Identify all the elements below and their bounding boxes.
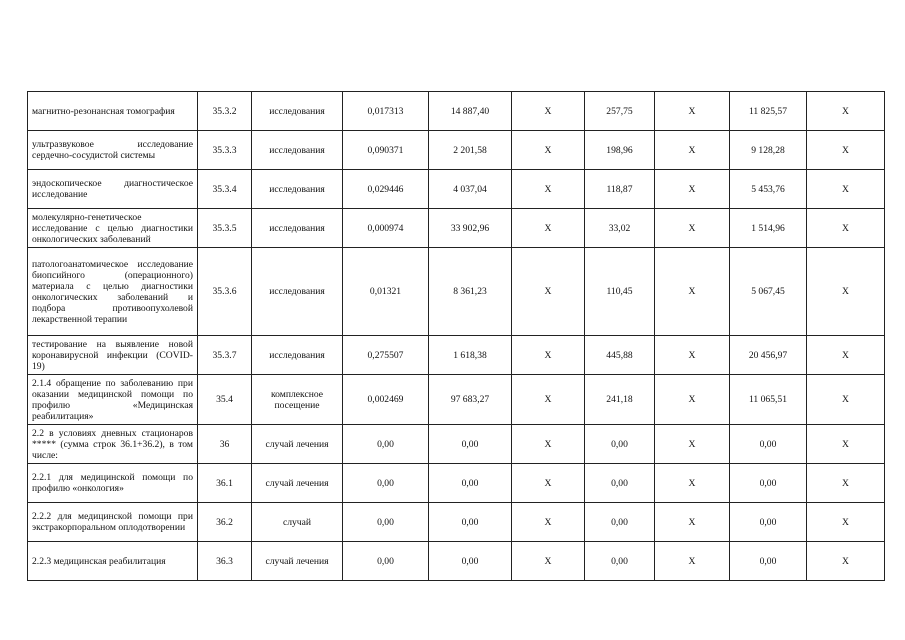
row-col8-cell: Х [655, 542, 730, 581]
table-row [28, 248, 885, 336]
row-col7-cell: 0,00 [585, 464, 655, 503]
row-col10-cell: Х [807, 464, 885, 503]
row-cost-cell: 1 618,38 [429, 336, 512, 375]
row-col8-cell: Х [655, 92, 730, 131]
row-col7-cell: 33,02 [585, 209, 655, 248]
row-code-cell: 35.3.5 [198, 209, 252, 248]
table-row [28, 336, 885, 375]
row-col9-cell: 5 453,76 [730, 170, 807, 209]
row-code-cell: 35.3.6 [198, 248, 252, 336]
row-norm-cell: 0,00 [343, 464, 429, 503]
row-col9-cell: 11 825,57 [730, 92, 807, 131]
row-col9-cell: 0,00 [730, 542, 807, 581]
row-code-cell: 36.3 [198, 542, 252, 581]
row-col6-cell: Х [512, 503, 585, 542]
row-norm-cell: 0,000974 [343, 209, 429, 248]
table-row [28, 464, 885, 503]
row-col8-cell: Х [655, 336, 730, 375]
row-col6-cell: Х [512, 542, 585, 581]
row-norm-cell: 0,002469 [343, 375, 429, 425]
table-row [28, 542, 885, 581]
table-row [28, 503, 885, 542]
row-code-cell: 35.4 [198, 375, 252, 425]
row-name-cell: 2.2.3 медицинская реабилитация [28, 542, 198, 581]
row-cost-cell: 2 201,58 [429, 131, 512, 170]
row-col6-cell: Х [512, 248, 585, 336]
row-col6-cell: Х [512, 209, 585, 248]
row-code-cell: 35.3.7 [198, 336, 252, 375]
row-col10-cell: Х [807, 209, 885, 248]
row-name-cell: 2.2 в условиях дневных стационаров ***** (сумма строк 36.1+36.2), в том числе: [28, 425, 198, 464]
row-col6-cell: Х [512, 464, 585, 503]
row-norm-cell: 0,275507 [343, 336, 429, 375]
row-col7-cell: 198,96 [585, 131, 655, 170]
row-unit-cell: случай [252, 503, 343, 542]
row-col9-cell: 20 456,97 [730, 336, 807, 375]
row-col10-cell: Х [807, 542, 885, 581]
row-norm-cell: 0,00 [343, 503, 429, 542]
row-code-cell: 35.3.3 [198, 131, 252, 170]
row-col8-cell: Х [655, 131, 730, 170]
row-cost-cell: 8 361,23 [429, 248, 512, 336]
row-unit-cell: исследования [252, 92, 343, 131]
row-cost-cell: 33 902,96 [429, 209, 512, 248]
row-cost-cell: 0,00 [429, 503, 512, 542]
row-col10-cell: Х [807, 336, 885, 375]
table-row [28, 375, 885, 425]
row-col8-cell: Х [655, 209, 730, 248]
row-col7-cell: 241,18 [585, 375, 655, 425]
row-code-cell: 36.2 [198, 503, 252, 542]
row-unit-cell: случай лечения [252, 464, 343, 503]
row-code-cell: 35.3.4 [198, 170, 252, 209]
row-col6-cell: Х [512, 131, 585, 170]
row-col9-cell: 0,00 [730, 425, 807, 464]
row-unit-cell: исследования [252, 170, 343, 209]
row-col6-cell: Х [512, 336, 585, 375]
row-col9-cell: 0,00 [730, 464, 807, 503]
row-name-cell: патологоанатомическое исследование биопсийного (операционного) материала с целью диагностики онкологических заболеваний и подбора противоопухолевой лекарственной терапии [28, 248, 198, 336]
row-norm-cell: 0,029446 [343, 170, 429, 209]
row-norm-cell: 0,01321 [343, 248, 429, 336]
row-unit-cell: исследования [252, 248, 343, 336]
row-col8-cell: Х [655, 248, 730, 336]
row-name-cell: 2.1.4 обращение по заболеванию при оказании медицинской помощи по профилю «Медицинская реабилитация» [28, 375, 198, 425]
row-col9-cell: 5 067,45 [730, 248, 807, 336]
row-col7-cell: 0,00 [585, 542, 655, 581]
row-name-cell: 2.2.1 для медицинской помощи по профилю «онкология» [28, 464, 198, 503]
row-col6-cell: Х [512, 425, 585, 464]
row-cost-cell: 97 683,27 [429, 375, 512, 425]
row-col9-cell: 11 065,51 [730, 375, 807, 425]
row-col7-cell: 118,87 [585, 170, 655, 209]
row-name-cell: эндоскопическое диагностическое исследование [28, 170, 198, 209]
table-row [28, 131, 885, 170]
row-col9-cell: 9 128,28 [730, 131, 807, 170]
table-row [28, 209, 885, 248]
row-col7-cell: 110,45 [585, 248, 655, 336]
row-col10-cell: Х [807, 170, 885, 209]
row-col10-cell: Х [807, 248, 885, 336]
row-col7-cell: 445,88 [585, 336, 655, 375]
row-unit-cell: исследования [252, 209, 343, 248]
row-col9-cell: 0,00 [730, 503, 807, 542]
row-code-cell: 36.1 [198, 464, 252, 503]
row-col8-cell: Х [655, 375, 730, 425]
row-cost-cell: 14 887,40 [429, 92, 512, 131]
row-col8-cell: Х [655, 425, 730, 464]
row-cost-cell: 0,00 [429, 464, 512, 503]
row-cost-cell: 0,00 [429, 542, 512, 581]
row-col10-cell: Х [807, 375, 885, 425]
row-cost-cell: 0,00 [429, 425, 512, 464]
row-col7-cell: 0,00 [585, 503, 655, 542]
table-row [28, 425, 885, 464]
row-col8-cell: Х [655, 464, 730, 503]
row-col8-cell: Х [655, 170, 730, 209]
row-col9-cell: 1 514,96 [730, 209, 807, 248]
row-norm-cell: 0,090371 [343, 131, 429, 170]
row-unit-cell: случай лечения [252, 542, 343, 581]
row-norm-cell: 0,00 [343, 425, 429, 464]
table-row [28, 170, 885, 209]
row-col8-cell: Х [655, 503, 730, 542]
row-unit-cell: исследования [252, 131, 343, 170]
row-col7-cell: 257,75 [585, 92, 655, 131]
row-col6-cell: Х [512, 92, 585, 131]
row-col6-cell: Х [512, 170, 585, 209]
row-code-cell: 35.3.2 [198, 92, 252, 131]
table-row [28, 92, 885, 131]
row-col7-cell: 0,00 [585, 425, 655, 464]
row-name-cell: магнитно-резонансная томография [28, 92, 198, 131]
row-unit-cell: комплексное посещение [252, 375, 343, 425]
row-col10-cell: Х [807, 503, 885, 542]
row-name-cell: молекулярно-генетическое исследование с целью диагностики онкологических заболеваний [28, 209, 198, 248]
row-code-cell: 36 [198, 425, 252, 464]
row-name-cell: 2.2.2 для медицинской помощи при экстракорпоральном оплодотворении [28, 503, 198, 542]
row-col10-cell: Х [807, 131, 885, 170]
row-norm-cell: 0,00 [343, 542, 429, 581]
tariff-table [27, 91, 885, 581]
row-col10-cell: Х [807, 92, 885, 131]
row-norm-cell: 0,017313 [343, 92, 429, 131]
row-col10-cell: Х [807, 425, 885, 464]
row-name-cell: ультразвуковое исследование сердечно-сосудистой системы [28, 131, 198, 170]
row-unit-cell: исследования [252, 336, 343, 375]
row-name-cell: тестирование на выявление новой коронавирусной инфекции (COVID-19) [28, 336, 198, 375]
row-cost-cell: 4 037,04 [429, 170, 512, 209]
row-unit-cell: случай лечения [252, 425, 343, 464]
row-col6-cell: Х [512, 375, 585, 425]
